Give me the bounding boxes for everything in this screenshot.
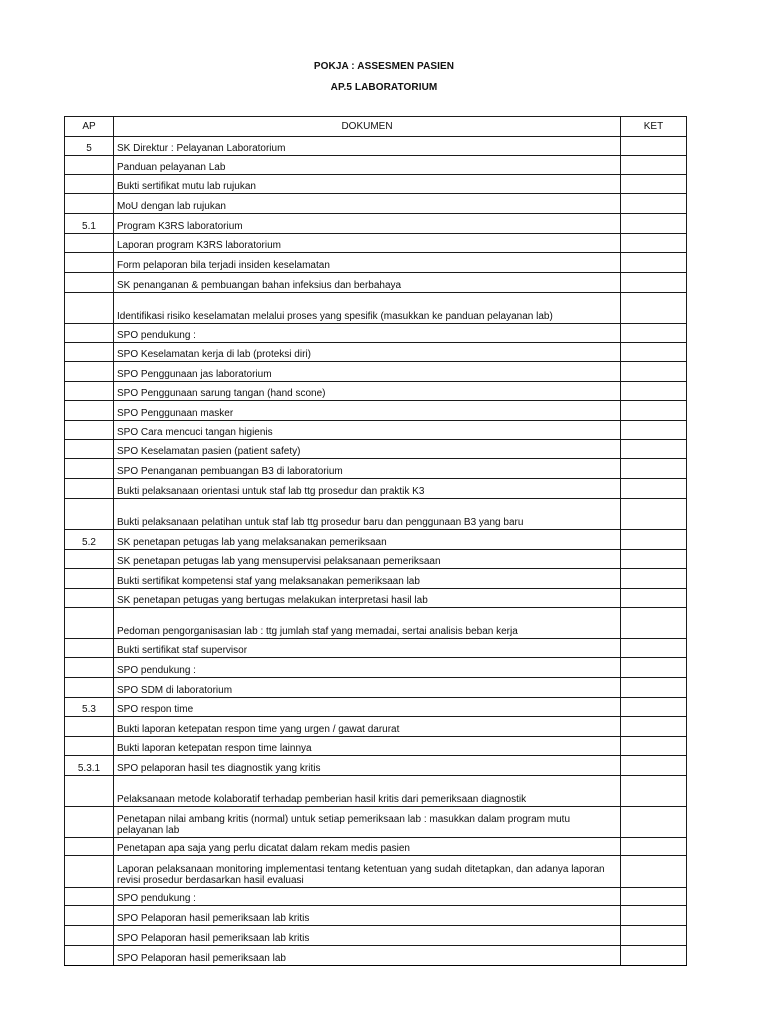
cell-ap (65, 838, 114, 856)
cell-ap (65, 194, 114, 214)
cell-ket (621, 343, 687, 362)
cell-dokumen: SPO Cara mencuci tangan higienis (114, 421, 621, 440)
cell-dokumen: SPO Pelaporan hasil pemeriksaan lab kritis (114, 906, 621, 926)
cell-dokumen: Panduan pelayanan Lab (114, 156, 621, 175)
cell-ket (621, 253, 687, 273)
cell-dokumen: SPO pelaporan hasil tes diagnostik yang kritis (114, 756, 621, 776)
cell-ap (65, 926, 114, 946)
cell-ap (65, 156, 114, 175)
cell-ap (65, 382, 114, 401)
cell-ap (65, 589, 114, 608)
cell-ket (621, 382, 687, 401)
cell-dokumen: SK penetapan petugas lab yang mensupervisi pelaksanaan pemeriksaan (114, 550, 621, 569)
cell-dokumen: Laporan program K3RS laboratorium (114, 234, 621, 253)
cell-dokumen: Bukti sertifikat kompetensi staf yang melaksanakan pemeriksaan lab (114, 569, 621, 589)
cell-dokumen: SPO SDM di laboratorium (114, 678, 621, 698)
cell-ap (65, 459, 114, 479)
cell-ap (65, 569, 114, 589)
table-row (65, 156, 687, 175)
cell-ket (621, 658, 687, 678)
cell-ket (621, 678, 687, 698)
table-row (65, 421, 687, 440)
cell-dokumen: SPO Penanganan pembuangan B3 di laboratorium (114, 459, 621, 479)
cell-ap: 5 (65, 137, 114, 156)
table-row (65, 194, 687, 214)
column-header-ap: AP (65, 117, 114, 137)
table-row (65, 737, 687, 756)
cell-ket (621, 273, 687, 293)
cell-ap (65, 253, 114, 273)
cell-ket (621, 479, 687, 499)
cell-ket (621, 639, 687, 658)
table-row (65, 717, 687, 737)
document-table (64, 116, 687, 966)
cell-ket (621, 234, 687, 253)
cell-dokumen: SPO pendukung : (114, 324, 621, 343)
cell-ket (621, 717, 687, 737)
table-row (65, 440, 687, 459)
cell-ket (621, 530, 687, 550)
cell-dokumen: SK penanganan & pembuangan bahan infeksius dan berbahaya (114, 273, 621, 293)
cell-dokumen: Bukti laporan ketepatan respon time lainnya (114, 737, 621, 756)
cell-ket (621, 589, 687, 608)
table-row (65, 838, 687, 856)
cell-ap (65, 639, 114, 658)
table-row (65, 459, 687, 479)
cell-ap: 5.3 (65, 698, 114, 717)
cell-ket (621, 440, 687, 459)
cell-ket (621, 362, 687, 382)
cell-dokumen: MoU dengan lab rujukan (114, 194, 621, 214)
cell-ap (65, 273, 114, 293)
document-subtitle: AP.5 LABORATORIUM (330, 82, 438, 93)
table-row (65, 856, 687, 888)
document-title: POKJA : ASSESMEN PASIEN (313, 61, 455, 72)
cell-ket (621, 324, 687, 343)
cell-dokumen: Laporan pelaksanaan monitoring implementasi tentang ketentuan yang sudah ditetapkan, dan adanya laporan revisi prosedur berdasarkan hasil evaluasi (114, 856, 621, 888)
cell-ap (65, 946, 114, 966)
cell-dokumen: Bukti laporan ketepatan respon time yang urgen / gawat darurat (114, 717, 621, 737)
cell-ap (65, 550, 114, 569)
cell-ket (621, 888, 687, 906)
table-row (65, 946, 687, 966)
cell-ket (621, 421, 687, 440)
cell-dokumen: SK penetapan petugas yang bertugas melakukan interpretasi hasil lab (114, 589, 621, 608)
cell-dokumen: Penetapan nilai ambang kritis (normal) untuk setiap pemeriksaan lab : masukkan dalam program mutu pelayanan lab (114, 807, 621, 838)
cell-ap (65, 362, 114, 382)
cell-ap (65, 234, 114, 253)
cell-ap (65, 479, 114, 499)
table-row (65, 324, 687, 343)
cell-ket (621, 807, 687, 838)
cell-ket (621, 550, 687, 569)
cell-ket (621, 906, 687, 926)
table-row (65, 530, 687, 550)
cell-ket (621, 156, 687, 175)
table-row (65, 343, 687, 362)
cell-ap (65, 499, 114, 530)
cell-ap (65, 658, 114, 678)
cell-dokumen: SPO Pelaporan hasil pemeriksaan lab (114, 946, 621, 966)
cell-dokumen: SK Direktur : Pelayanan Laboratorium (114, 137, 621, 156)
cell-ap: 5.2 (65, 530, 114, 550)
table-row (65, 926, 687, 946)
table-row (65, 639, 687, 658)
cell-ket (621, 698, 687, 717)
table-row (65, 608, 687, 639)
table-row (65, 293, 687, 324)
cell-dokumen: Bukti sertifikat staf supervisor (114, 639, 621, 658)
cell-ap (65, 717, 114, 737)
table-row (65, 756, 687, 776)
cell-ket (621, 756, 687, 776)
cell-ket (621, 499, 687, 530)
table-row (65, 234, 687, 253)
cell-ap (65, 401, 114, 421)
cell-ap (65, 737, 114, 756)
cell-ket (621, 926, 687, 946)
table-row (65, 678, 687, 698)
cell-dokumen: SPO Penggunaan sarung tangan (hand scone) (114, 382, 621, 401)
cell-dokumen: Form pelaporan bila terjadi insiden keselamatan (114, 253, 621, 273)
cell-ket (621, 838, 687, 856)
table-body (65, 137, 687, 966)
table-row (65, 137, 687, 156)
cell-dokumen: SPO Pelaporan hasil pemeriksaan lab kritis (114, 926, 621, 946)
cell-dokumen: SK penetapan petugas lab yang melaksanakan pemeriksaan (114, 530, 621, 550)
table-header-row (65, 117, 687, 137)
cell-ap (65, 343, 114, 362)
table-row (65, 698, 687, 717)
table-row (65, 499, 687, 530)
cell-ket (621, 194, 687, 214)
cell-dokumen: SPO pendukung : (114, 888, 621, 906)
cell-ap (65, 175, 114, 194)
cell-dokumen: Bukti sertifikat mutu lab rujukan (114, 175, 621, 194)
cell-ap (65, 324, 114, 343)
cell-ap (65, 807, 114, 838)
table-row (65, 253, 687, 273)
table-row (65, 589, 687, 608)
cell-dokumen: Program K3RS laboratorium (114, 214, 621, 234)
cell-dokumen: Penetapan apa saja yang perlu dicatat dalam rekam medis pasien (114, 838, 621, 856)
cell-dokumen: Bukti pelaksanaan pelatihan untuk staf lab ttg prosedur baru dan penggunaan B3 yang baru (114, 499, 621, 530)
cell-ap (65, 856, 114, 888)
table-row (65, 906, 687, 926)
cell-dokumen: Pelaksanaan metode kolaboratif terhadap pemberian hasil kritis dari pemeriksaan diagnostik (114, 776, 621, 807)
table-row (65, 569, 687, 589)
table-row (65, 401, 687, 421)
cell-ket (621, 401, 687, 421)
table-row (65, 479, 687, 499)
cell-ap (65, 293, 114, 324)
cell-ap (65, 421, 114, 440)
cell-ap: 5.3.1 (65, 756, 114, 776)
cell-dokumen: Pedoman pengorganisasian lab : ttg jumlah staf yang memadai, sertai analisis beban kerja (114, 608, 621, 639)
cell-ket (621, 137, 687, 156)
cell-ket (621, 776, 687, 807)
cell-ket (621, 856, 687, 888)
cell-dokumen: SPO pendukung : (114, 658, 621, 678)
cell-dokumen: SPO Penggunaan masker (114, 401, 621, 421)
cell-ket (621, 946, 687, 966)
cell-dokumen: SPO Keselamatan pasien (patient safety) (114, 440, 621, 459)
cell-ap (65, 678, 114, 698)
table-row (65, 382, 687, 401)
cell-dokumen: Identifikasi risiko keselamatan melalui proses yang spesifik (masukkan ke panduan pelayanan lab) (114, 293, 621, 324)
cell-ket (621, 569, 687, 589)
cell-dokumen: SPO Keselamatan kerja di lab (proteksi diri) (114, 343, 621, 362)
table-row (65, 888, 687, 906)
table-row (65, 807, 687, 838)
column-header-ket: KET (621, 117, 687, 137)
cell-ap (65, 888, 114, 906)
cell-ap (65, 608, 114, 639)
cell-dokumen: Bukti pelaksanaan orientasi untuk staf lab ttg prosedur dan praktik K3 (114, 479, 621, 499)
table-row (65, 175, 687, 194)
cell-ket (621, 293, 687, 324)
table-row (65, 550, 687, 569)
table-row (65, 776, 687, 807)
cell-ket (621, 608, 687, 639)
column-header-dokumen: DOKUMEN (114, 117, 621, 137)
table-row (65, 273, 687, 293)
cell-ap (65, 906, 114, 926)
table-row (65, 362, 687, 382)
cell-ket (621, 214, 687, 234)
cell-ap (65, 776, 114, 807)
cell-ket (621, 175, 687, 194)
cell-ket (621, 459, 687, 479)
cell-dokumen: SPO respon time (114, 698, 621, 717)
cell-ap (65, 440, 114, 459)
cell-ket (621, 737, 687, 756)
table-row (65, 214, 687, 234)
cell-ap: 5.1 (65, 214, 114, 234)
cell-dokumen: SPO Penggunaan jas laboratorium (114, 362, 621, 382)
table-row (65, 658, 687, 678)
